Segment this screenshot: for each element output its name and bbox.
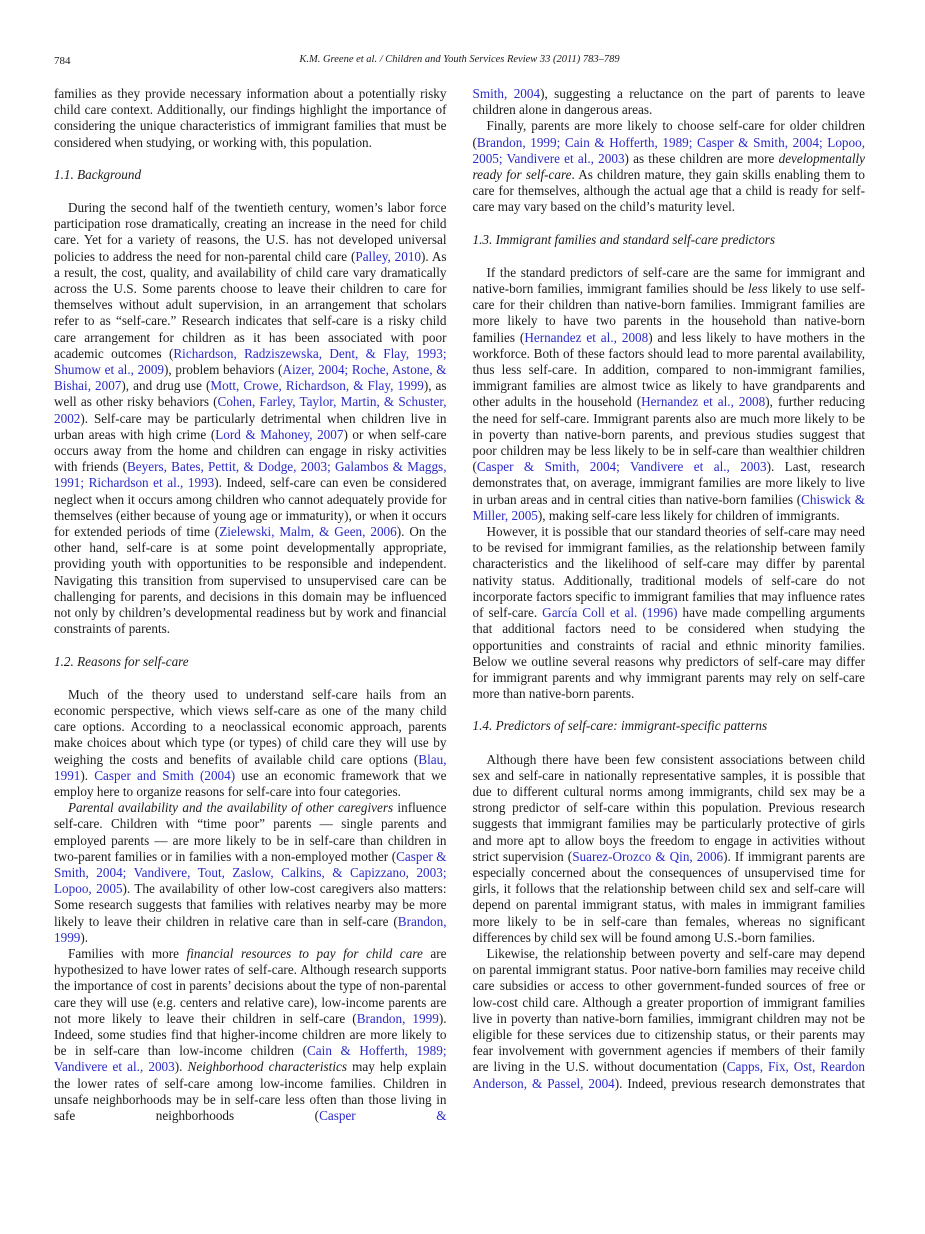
paragraph (473, 752, 866, 946)
paragraph (473, 118, 866, 215)
emphasized-text: developmentally ready for self-care (472, 150, 866, 183)
body-text: ). (80, 929, 89, 945)
body-text: ). Indeed, some studies find that higher-income children are more likely to be in self-care than low-income children ( (54, 1010, 447, 1059)
citation-link[interactable]: Hernandez et al., 2008 (641, 394, 766, 410)
body-text: families as they provide necessary information about a potentially risky child care context. Additionally, our findings highlight the importance of considering the unique characteristics of immigrant families that must be considered when studying, or working with, this population. (54, 86, 447, 150)
body-text: ). The availability of other low-cost caregivers also matters: Some research suggests that families with relatives nearby may be more likely to leave their children in relative care than in self-care ( (54, 881, 447, 929)
body-text: ). Indeed, self-care can even be considered neglect when it occurs among children who cannot adequately provide for themselves (either because of young age or immaturity), or when it occurs for extended periods of time ( (54, 475, 447, 540)
body-text: . As children mature, they gain skills enabling them to care for themselves, although the actual age that a child is ready for self-care may vary based on the child’s maturity level. (472, 167, 866, 215)
body-text: ). (174, 1059, 188, 1075)
citation-link[interactable]: Beyers, Bates, Pettit, & Dodge, 2003; Galambos & Maggs, 1991; Richardson et al., 1993 (54, 459, 447, 491)
citation-link[interactable]: Aizer, 2004; Roche, Astone, & Bishai, 2007 (54, 362, 447, 394)
section-heading: 1.2. Reasons for self-care (54, 653, 189, 669)
body-text: ) or when self-care occurs away from the home and children can engage in risky activities with friends ( (54, 426, 447, 475)
emphasized-text: Neighborhood characteristics (187, 1059, 347, 1075)
body-text: are hypothesized to have lower rates of self-care. Although research supports the importance of cost in parents’ decisions about the type of non-parental care they will use (e.g. centers and relative care), low-income parents are not more likely to leave their children in self-care ( (54, 945, 447, 1026)
body-text: ), making self-care less likely for children of immigrants. (537, 507, 840, 523)
body-text: ) as these children are more (624, 150, 779, 166)
citation-link[interactable]: Blau, 1991 (54, 751, 447, 783)
body-text: ), problem behaviors ( (164, 362, 283, 378)
paragraph (473, 946, 866, 1092)
body-text: ) and less likely to have mothers in the workforce. Both of these factors should lead to more parental availability, thus less self-care. In addition, compared to non-immigrant families, immigrant families are almost twice as likely to have grandparents and other adults in the household ( (472, 329, 865, 410)
body-text: ). Indeed, previous research demonstrates that (614, 1075, 865, 1091)
citation-link[interactable]: Zielewski, Malm, & Geen, 2006 (219, 524, 397, 540)
citation-link[interactable]: Lord & Mahoney, 2007 (215, 426, 344, 442)
citation-link[interactable]: Casper & (319, 1107, 447, 1123)
paragraph (473, 265, 866, 524)
body-text: ), and drug use ( (121, 378, 211, 394)
body-text: ), as well as other risky behaviors ( (54, 378, 447, 410)
emphasized-text: financial resources to pay for child care (186, 945, 423, 961)
body-text: ). Self-care may be particularly detrimental when children live in urban areas with high crime ( (54, 410, 447, 442)
citation-link[interactable]: Casper and Smith (2004) (94, 767, 236, 783)
citation-link[interactable]: Richardson, Radziszewska, Dent, & Flay, 1993; Shumow et al., 2009 (54, 345, 447, 378)
body-text: ). On the other hand, self-care is at some point developmentally appropriate, providing youth with opportunities to be responsible and independent. Navigating this transition from supervised to unsupervised care can be challenging for parents, and decisions in this domain may be influenced not only by children’s developmental readiness but by work and financial constraints of parents. (54, 524, 447, 637)
paragraph (54, 200, 447, 637)
left-column (54, 86, 447, 1124)
citation-link[interactable]: Casper & Smith, 2004; Vandivere et al., 2003 (476, 459, 767, 475)
body-text: ). As a result, the cost, quality, and availability of child care vary dramatically across the U.S. Some parents choose to leave their children to care for themselves without adult supervision, in an arrangement that scholars refer to as “self-care.” Research indicates that self-care is a risky child care arrangement for children as it has been associated with poor academic outcomes ( (54, 248, 447, 361)
body-text: Much of the theory used to understand self-care hails from an economic perspective, which views self-care as one of the many child care options. According to a neoclassical economic approach, parents make choices about which type (or types) of child care they will use by weighing the costs and benefits of available child care options ( (54, 686, 447, 767)
paragraph (473, 86, 866, 118)
body-text: However, it is possible that our standard theories of self-care may need to be revised for immigrant families, as the relationship between family characteristics and the likelihood of self-care may differ by parental nativity status. Additionally, traditional models of self-care do not incorporate factors specific to immigrant families that may influence rates of self-care. (472, 524, 865, 621)
paragraph (54, 946, 447, 1124)
emphasized-text: less (747, 281, 768, 297)
body-text: likely to use self-care for their children than native-born families. Immigrant families are more likely to have two parents in the household than native-born families ( (472, 281, 865, 345)
section-heading: 1.3. Immigrant families and standard self-care predictors (472, 231, 776, 247)
paragraph (473, 524, 866, 702)
citation-link[interactable]: García Coll et al. (1996) (542, 605, 678, 621)
paragraph (54, 687, 447, 800)
body-text: ). (80, 767, 95, 783)
citation-link[interactable]: Cain & Hofferth, 1989; Vandivere et al., 2003 (54, 1043, 447, 1075)
body-text: Finally, parents are more likely to choose self-care for older children ( (472, 118, 865, 150)
body-text: influence self-care. Children with “time poor” parents — single parents and employed parents — are more likely to be in self-care than children in two-parent families or in families with a non-employed mother ( (54, 800, 447, 864)
paragraph (54, 86, 447, 151)
citation-link[interactable]: Suarez-Orozco & Qin, 2006 (572, 848, 724, 864)
citation-link[interactable]: Cohen, Farley, Taylor, Martin, & Schuster, 2002 (54, 394, 447, 426)
citation-link[interactable]: Brandon, 1999 (356, 1010, 439, 1026)
citation-link[interactable]: Palley, 2010 (355, 248, 422, 264)
citation-link[interactable]: Smith, 2004 (472, 86, 541, 101)
body-text: Although there have been few consistent associations between child sex and self-care in nationally representative samples, it is possible that due to different cultural norms among immigrants, child sex may be a strong predictor of self-care within this population. Previous research suggests that immigrant families may be particularly protective of girls and more apt to allow boys the freedom to engage in activities without strict supervision ( (472, 751, 865, 864)
body-text: Families with more (68, 945, 187, 961)
body-text: During the second half of the twentieth century, women’s labor force participation rose dramatically, creating an increase in the need for child care. Yet for a variety of reasons, the U.S. has not developed universal policies to address the need for non-parental child care ( (54, 200, 447, 264)
body-text: ), further reducing the need for self-care. Immigrant parents also are much more likely to be in poverty than native-born parents, and previous studies suggest that poor children may be less likely to be in self-care than wealthier children ( (472, 394, 865, 475)
body-text: have made compelling arguments that additional factors need to be considered when studying the opportunities and constraints of racial and ethnic minority families. Below we outline several reasons why predictors of self-care may differ for immigrant parents and why immigrant parents may rely on self-care more than native-born parents. (472, 605, 865, 702)
citation-link[interactable]: Brandon, 1999 (54, 913, 447, 945)
body-text: use an economic framework that we employ here to organize reasons for self-care into four categories. (54, 767, 447, 799)
body-text: If the standard predictors of self-care are the same for immigrant and native-born families, immigrant families should be (472, 264, 865, 297)
page-number: 784 (54, 55, 71, 67)
citation-link[interactable]: Brandon, 1999; Cain & Hofferth, 1989; Casper & Smith, 2004; Lopoo, 2005; Vandivere et al., 2003 (472, 134, 865, 166)
body-text: ). Last, research demonstrates that, on average, immigrant families are more likely to live in urban areas and in central cities than native-born families ( (472, 459, 865, 507)
citation-link[interactable]: Capps, Fix, Ost, Reardon Anderson, & Passel, 2004 (472, 1059, 865, 1091)
article-body (54, 86, 865, 1124)
running-head: K.M. Greene et al. / Children and Youth Services Review 33 (2011) 783–789 (299, 54, 620, 65)
section-heading: 1.4. Predictors of self-care: immigrant-specific patterns (472, 718, 768, 734)
citation-link[interactable]: Chiswick & Miller, 2005 (472, 491, 866, 523)
emphasized-text: Parental availability and the availability of other caregivers (68, 800, 394, 816)
citation-link[interactable]: Hernandez et al., 2008 (524, 329, 649, 345)
citation-link[interactable]: Mott, Crowe, Richardson, & Flay, 1999 (210, 378, 424, 394)
page-header (54, 54, 865, 70)
citation-link[interactable]: Casper & Smith, 2004; Vandivere, Tout, Zaslow, Calkins, & Capizzano, 2003; Lopoo, 2005 (54, 848, 447, 897)
body-text: may help explain the lower rates of self-care among low-income families. Children in unsafe neighborhoods may be in self-care less often than those living in safe neighborhoods ( (54, 1059, 447, 1123)
body-text: ), suggesting a reluctance on the part of parents to leave children alone in dangerous areas. (472, 86, 865, 118)
section-heading: 1.1. Background (54, 166, 142, 182)
paragraph (54, 800, 447, 946)
body-text: Likewise, the relationship between poverty and self-care may depend on parental immigrant status. Poor native-born families may receive child care subsidies or access to other government-funded sources of free or low-cost child care. Although a greater proportion of immigrant families live in poverty than native-born families, immigrant children may not be eligible for these services due to citizenship status, or their parents may fear involvement with government agencies if members of their family are living in the U.S. without documentation ( (472, 945, 865, 1075)
body-text: ). If immigrant parents are especially concerned about the consequences of unsupervised time for girls, it follows that the relationship between child sex and self-care will depend on parental immigrant status, with males in immigrant families more likely to be in self-care than females, whereas no significant differences by child sex will be found among U.S.-born families. (472, 848, 865, 945)
right-column (473, 86, 866, 1124)
